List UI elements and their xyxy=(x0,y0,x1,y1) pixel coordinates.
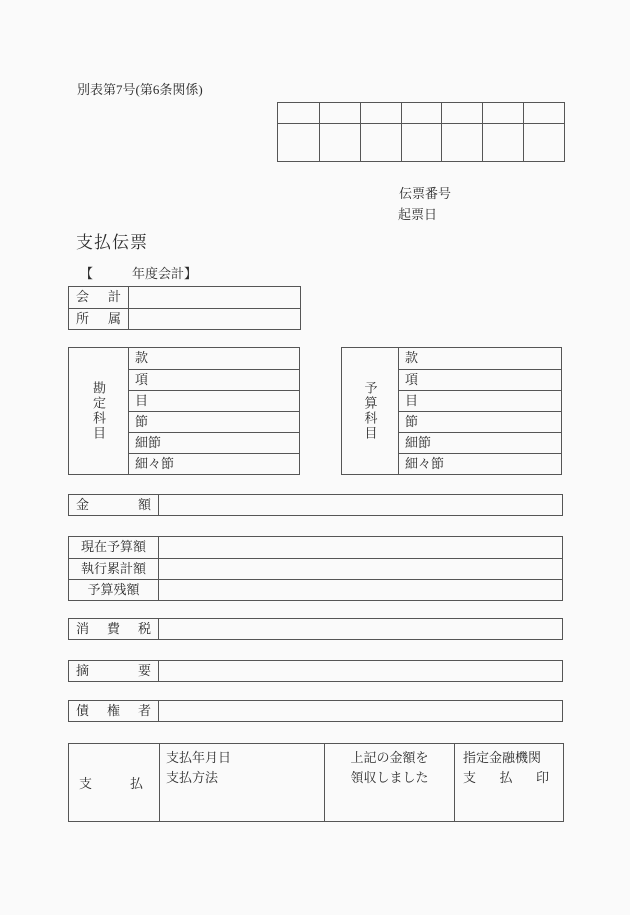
bank-seal-cell xyxy=(454,744,563,821)
account-info-table xyxy=(68,286,301,330)
budget-category-title: 予算科目 xyxy=(362,381,378,441)
stamp-cell xyxy=(401,123,442,161)
stamp-cell xyxy=(482,103,523,123)
budget-category-table xyxy=(341,347,562,475)
category-row-kou: 項 xyxy=(128,369,299,390)
executed-total-label: 執行累計額 xyxy=(69,558,158,579)
stamp-cell xyxy=(278,103,319,123)
payment-method-cell xyxy=(159,744,324,821)
category-row-setsu: 節 xyxy=(398,411,561,432)
category-row-kou: 項 xyxy=(398,369,561,390)
designated-bank-label: 指定金融機関 xyxy=(463,750,542,765)
stamp-cell xyxy=(319,103,360,123)
consumption-tax-table xyxy=(68,618,563,640)
fiscal-year-heading: 【 年度会計】 xyxy=(80,266,198,281)
stamp-cell xyxy=(319,123,360,161)
stamp-cell xyxy=(441,123,482,161)
receipt-line-1: 上記の金額を xyxy=(350,750,429,765)
stamp-cell xyxy=(482,123,523,161)
receipt-cell xyxy=(324,744,454,821)
stamp-cell xyxy=(441,103,482,123)
executed-total-value-cell xyxy=(158,558,562,579)
affiliation-value-cell xyxy=(128,308,300,329)
account-category-title-cell xyxy=(69,348,128,474)
category-row-moku: 目 xyxy=(128,390,299,411)
remarks-table xyxy=(68,660,563,682)
receipt-line-2: 領収しました xyxy=(350,770,429,785)
stamp-cell xyxy=(523,123,564,161)
creditor-table xyxy=(68,700,563,722)
stamp-cell xyxy=(401,103,442,123)
remarks-label: 摘要 xyxy=(76,663,151,678)
category-row-setsu: 節 xyxy=(128,411,299,432)
amount-table xyxy=(68,494,563,516)
payment-seal-label: 支払印 xyxy=(463,770,549,785)
budget-category-title-cell xyxy=(342,348,398,474)
current-budget-value-cell xyxy=(158,537,562,558)
category-row-saisetsu: 細節 xyxy=(128,432,299,453)
account-category-table xyxy=(68,347,300,475)
page-title: 支払伝票 xyxy=(76,233,148,252)
payment-label: 支払 xyxy=(79,776,143,791)
stamp-cell xyxy=(278,123,319,161)
account-value-cell xyxy=(128,287,300,308)
current-budget-label: 現在予算額 xyxy=(80,539,146,554)
consumption-tax-value-cell xyxy=(158,619,562,639)
remaining-budget-value-cell xyxy=(158,579,562,600)
account-category-title: 勘定科目 xyxy=(91,381,106,441)
amount-label: 金額 xyxy=(76,497,151,512)
category-row-kan: 款 xyxy=(398,348,561,369)
payment-table xyxy=(68,743,564,822)
consumption-tax-label: 消費税 xyxy=(76,621,151,636)
stamp-cell xyxy=(360,103,401,123)
category-row-saisaisetsu: 細々節 xyxy=(398,453,561,474)
category-row-kan: 款 xyxy=(128,348,299,369)
amount-value-cell xyxy=(158,495,562,515)
issue-date-label: 起票日 xyxy=(398,207,438,222)
payment-date-label: 支払年月日 xyxy=(166,750,232,765)
remarks-value-cell xyxy=(158,661,562,681)
payment-method-label: 支払方法 xyxy=(166,770,219,785)
category-row-moku: 目 xyxy=(398,390,561,411)
stamp-cell xyxy=(360,123,401,161)
account-label: 会計 xyxy=(76,289,121,304)
payment-label-cell xyxy=(69,744,159,821)
creditor-value-cell xyxy=(158,701,562,721)
remaining-budget-label: 予算残額 xyxy=(69,579,158,600)
creditor-label: 債権者 xyxy=(76,703,151,718)
budget-status-table xyxy=(68,536,563,601)
category-row-saisetsu: 細節 xyxy=(398,432,561,453)
form-number: 別表第7号(第6条関係) xyxy=(77,82,203,97)
slip-number-label: 伝票番号 xyxy=(399,186,452,201)
stamp-grid xyxy=(277,102,565,162)
stamp-cell xyxy=(523,103,564,123)
affiliation-label: 所属 xyxy=(69,308,128,329)
category-row-saisaisetsu: 細々節 xyxy=(128,453,299,474)
